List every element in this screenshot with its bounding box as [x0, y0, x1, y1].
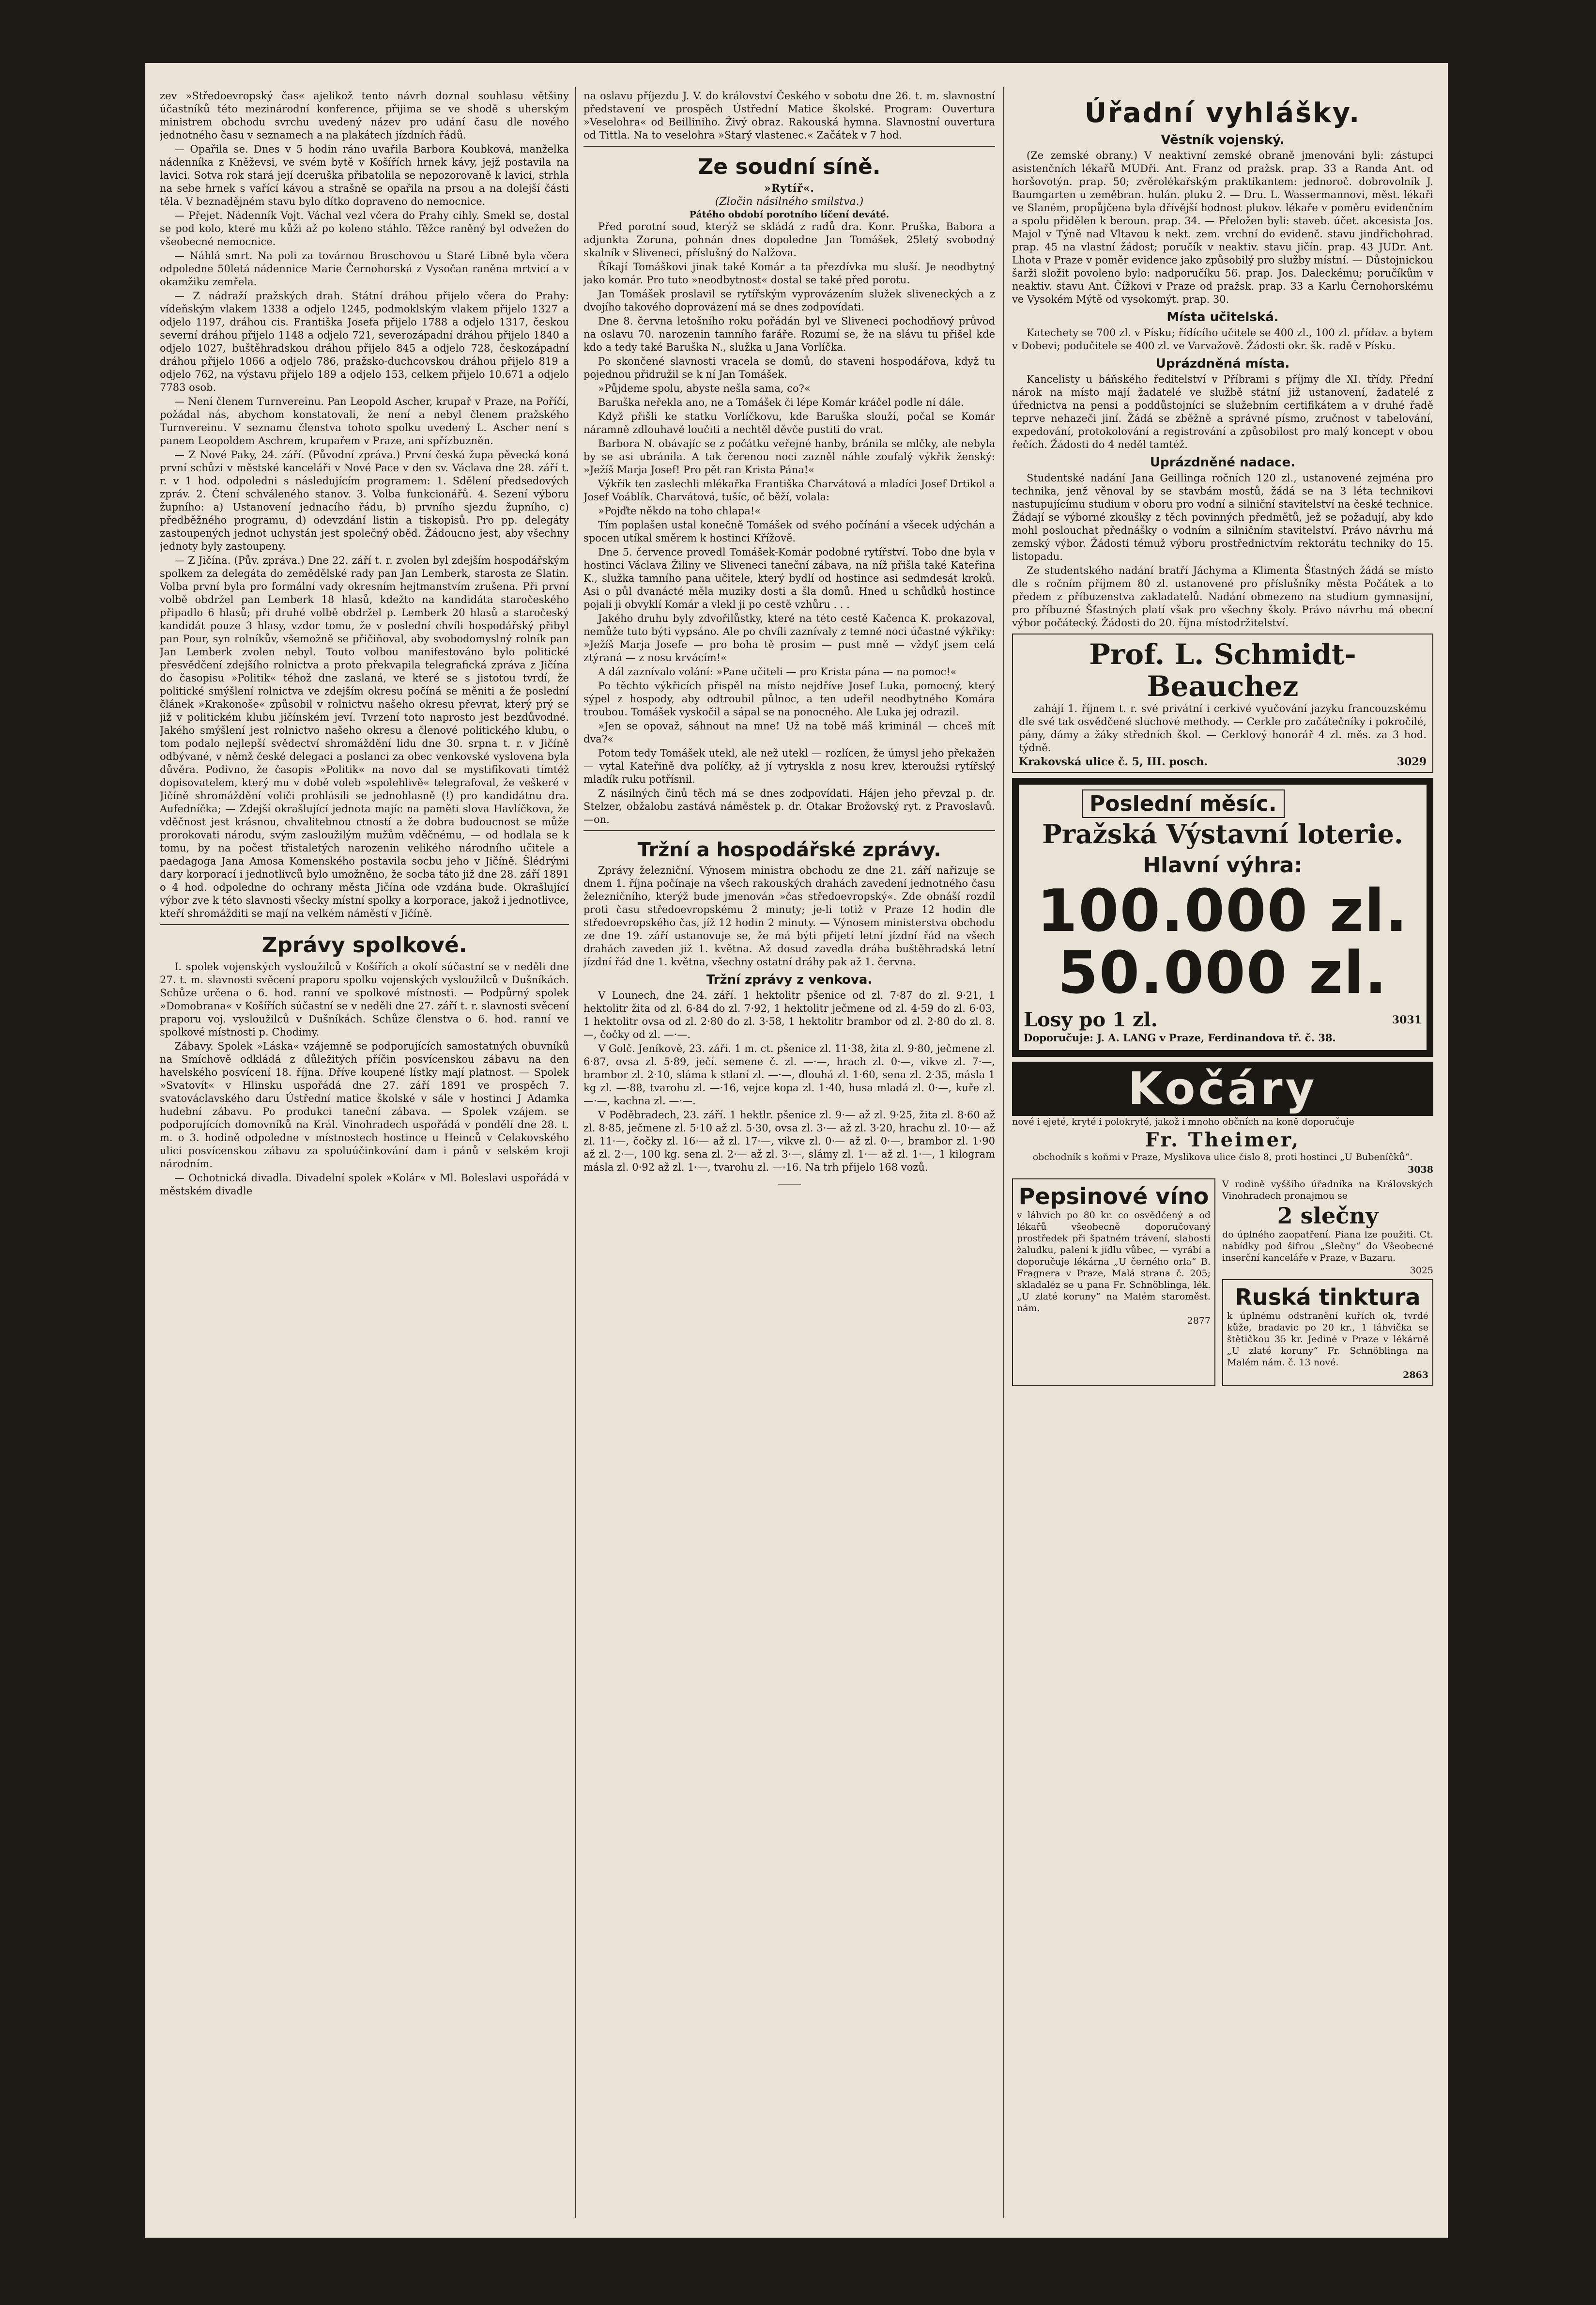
section-subheading: Uprázdněná místa.	[1155, 356, 1290, 371]
article-text: V Golč. Jeníkově, 23. září. 1 m. ct. pšenice zl. 11·38, žita zl. 9·80, ječmene zl. 6·87, ovsa zl. 5·89, ječí. semene č. zl. —·—, hrach zl. 0·—, vikve zl. 7·—, brambor zl. 2·10, sláma k stlaní zl. —·—, dlouhá zl. 1·60, sena zl. 2·35, másla 1 kg zl. —·88, tvarohu zl. —·16, vejce kopa zl. 1·40, husa mladá zl. 0·—, kuře zl. —·—, kachna zl. —·—.	[583, 1043, 995, 1107]
article-text: Zábavy. Spolek »Láska« vzájemně se podporujících samostatných obuvníků na Smíchově odkládá z důležitých příčin posvícenskou zábavu na den havelského posvícení 18. října. Dříve koupené lístky mají platnost. — Spolek »Svatovít« v Hlinsku uspořádá dne 27. září 1891 ve prospěch 7. svatováclavského daru Ústřední matice školské v sále v hostinci J Adamka hudební zábavu. Po produkci taneční zábava. — Spolek vzájem. se podporujících domovníků na Král. Vinohradech uspořádá v pondělí dne 28. t. m. o 3. hodině odpoledne v místnostech hostince u Heinců v Celakovského ulici posvícenskou zábavu za spoluúčinkování dam i pánů v selském kroji národním.	[160, 1040, 569, 1170]
ad-text: nové i ejeté, kryté i polokryté, jakož i mnoho občních na koně doporučuje	[1012, 1116, 1354, 1127]
ad-number: 2877	[1187, 1315, 1211, 1326]
article-text: Katechety se 700 zl. v Písku; řídícího učitele se 400 zl., 100 zl. přídav. a bytem v Dobevi; podučitele se 400 zl. ve Varvažově. Žádosti okr. šk. radě v Písku.	[1012, 327, 1433, 352]
article-text: V Poděbradech, 23. září. 1 hektlr. pšenice zl. 9·— až zl. 9·25, žita zl. 8·60 až zl. 8·85, ječmene zl. 5·10 až zl. 5·30, ovsa zl. 3·— až zl. 3·20, hrachu zl. 10·— až zl. 11·—, čočky zl. 16·— až zl. 17·—, vikve zl. 0·— až zl. 0·—, brambor zl. 1·90 až zl. 2·—, 100 kg. sena zl. 2·— až zl. 3·—, slámy zl. 1·— až zl. 1·—, 1 kilogram másla zl. 0·92 až zl. 1·—, tvarohu zl. —·16. Na trh přijelo 168 vozů.	[583, 1109, 995, 1173]
article-text: Barbora N. obávajíc se z počátku veřejné hanby, bránila se mlčky, ale nebyla by se asi ubránila. A tak čerenou noci zazněl náhle zoufalý výkřik ženský: »Ježíš Marja Josef! Pro pět ran Krista Pána!«	[583, 438, 995, 476]
article-text: Ze studentského nadání bratří Jáchyma a Klimenta Šťastných žádá se místo dle s ročním příjmem 80 zl. ustanovené pro příslušníky města Počátek a to předem z příbuzenstva zakladatelů. Nadání obmezeno na studium gymnasijní, pro příbuzné Šťastných platí však pro všechny školy. Právo návrhu má obecní výbor počátecký. Žádosti do 20. října místodržitelství.	[1012, 565, 1433, 629]
ad-amount: 50.000 zl.	[1058, 940, 1388, 1007]
ad-text: V rodině vyššího úřadníka na Královských Vinohradech pronajmou se	[1222, 1179, 1433, 1201]
article-text: — Přejet. Nádenník Vojt. Váchal vezl včera do Prahy cihly. Smekl se, dostal se pod kolo, které mu kůži až po koleno stáhlo. Těžce raněný byl odvežen do všeobecné nemocnice.	[160, 210, 569, 248]
advertisement-pepsin-wine	[1012, 1178, 1215, 1386]
article-text: — Není členem Turnvereinu. Pan Leopold Ascher, krupař v Praze, na Poříčí, požádal nás, abychom konstatovali, že není a nebyl členem pražského Turnvereinu. V seznamu členstva tohoto spolku uvedený L. Ascher není s panem Leopoldem Aschrem, krupařem v Praze, ani spřízbuzněn.	[160, 396, 569, 447]
advertisement-tincture	[1222, 1279, 1433, 1386]
article-text: Z násilných činů těch má se dnes zodpovídati. Hájen jeho převzal p. dr. Stelzer, obžalobu zastává náměstek p. dr. Otakar Brožovský ryt. z Pravoslavů. —on.	[583, 788, 995, 825]
article-text: »Jen se opovaž, sáhnout na mne! Už na tobě máš kriminál — chceš mít dva?«	[583, 720, 995, 745]
article-text: (Ze zemské obrany.) V neaktivní zemské obraně jmenováni byli: zástupci asistenčních lékařů MUDři. Ant. Franz od pražsk. prap. 33 a Randa Ant. od horšovotýn. prap. 50; zvěrolékařským praktikantem: jednoroč. dobrovolník J. Baumgarten u zeměbran. hulán. pluku 2. — Dru. L. Wassermannovi, měst. lékaři ve Slaném, propůjčena byla dřívější hodnost plukov. lékaře v poměru evidenčním a spolu přidělen k beroun. prap. 34. — Přeložen byli: staveb. účet. akcesista Jos. Majol v Týně nad Vltavou k nekt. zem. vrchní do evidenč. stavu jindřichohrad. prap. 45 na vlastní žádost; poručík v neaktiv. stavu jičín. prap. 43 JUDr. Ant. Lhota v Praze v poměr evidence jako způsobilý pro služby místní. — Důstojnickou šarži složit povoleno bylo: nadporučíku 56. prap. Jos. Daleckému; poručíkům v neaktiv. stavu Ant. Čížkovi v Praze od pražsk. prap. 33 a Karlu Černohorskému ve Vysokém Mýtě od vysokomýt. prap. 30.	[1012, 150, 1433, 305]
column-3	[1012, 90, 1433, 2218]
article-text: Dne 8. června letošního roku pořádán byl ve Sliveneci pochodňový průvod na oslavu 70. narozenin tamního faráře. Rozumí se, že na slávu tu přišel kde kdo a tedy také Baruška N., služka u Jana Vorlíčka.	[583, 315, 995, 353]
section-heading: Zprávy spolkové.	[261, 933, 467, 958]
ad-address: Krakovská ulice č. 5, III. posch.	[1019, 756, 1208, 768]
section-subheading: Uprázdněné nadace.	[1150, 455, 1296, 470]
article-text: Říkají Tomáškovi jinak také Komár a ta přezdívka mu sluší. Je neodbytný jako komár. Pro tuto »neodbytnost« dostal se také před porotu.	[583, 261, 995, 286]
article-text: — Z Nové Paky, 24. září. (Původní zpráva.) První česká župa pěvecká koná první schůzi v městské kanceláři v Nové Pace v den sv. Václava dne 28. září t. r. v 1 hod. odpoledni s následujícím programem: 1. Sdělení předsedových zpráv. 2. Čtení schváleného stanov. 3. Volba funkcionářů. 4. Sezení výboru župního: a) Ustanovení jednacího řádu, b) prvního sjezdu župního, c) předběžného programu, d) odevzdání listin a tiskopisů. Pro pp. delegáty zastoupených jednot uchystán jest společný oběd. Žádoucno jest, aby všechny jednoty byly zastoupeny.	[160, 449, 569, 552]
section-subheading: Tržní zprávy z venkova.	[706, 973, 873, 987]
ad-number: 3025	[1410, 1265, 1433, 1276]
ad-subtitle: Hlavní výhra:	[1143, 853, 1303, 878]
ad-text: v láhvích po 80 kr. co osvědčený a od lékařů všeobecně doporučovaný prostředek při špatném trávení, slabosti žaludku, palení k jídlu vůbec, — vyrábí a doporučuje lékárna „U černého orla“ B. Fragnera v Praze, Malá strana č. 205; skladaléz se u pana Fr. Schnöblinga, lék. „U zlaté koruny“ na Malém staroměst. nám.	[1017, 1210, 1211, 1314]
article-text: Jakého druhu byly zdvořilůstky, které na této cestě Kačenca K. prokazoval, nemůže tuto býti vypsáno. Ale po chvíli zaznívaly z temné noci účastné výkřiky: »Ježíš Marja Josefe — pro boha tě prosim — pust mně — vždyť jsem celá ztýraná — z nosu krvácím!«	[583, 613, 995, 664]
article-text: Jan Tomášek proslavil se rytířským vyprovázením služek sliveneckých a z dvojího takového doprovázení má se dnes zodpovídati.	[583, 288, 995, 313]
ad-number: 3031	[1392, 1013, 1422, 1026]
section-subheading: Místa učitelská.	[1166, 310, 1279, 325]
article-text: — Z Jičína. (Pův. zpráva.) Dne 22. září t. r. zvolen byl zdejším hospodářským spolkem za delegáta do zemědělské rady pan Jan Lemberk, starosta ze Slatin. Volba první byla pro formální vady okresním hejtmanstvím zrušena. Při první volbě obdržel pan Lemberk 18 hlasů, kdežto na kandidáta staročeského připadlo 6 hlasů; při druhé volbě obdržel p. Lemberk 20 hlasů a staročeský kandidát pouze 3 hlasy, vzdor tomu, že v poslední chvíli hospodářský přibyl pan Pour, syn rolníkův, všemožně se přičiňoval, aby svobodomyslný rolník pan Jan Lemberk zvolen nebyl. Touto volbou manifestováno bylo politické přesvědčení zdejšího rolnictva a proto překvapila telegrafická zpráva z Jičína do časopisu »Politik« téhož dne zaslaná, ve které se s jistotou tvrdí, že politické smýšlení rolnictva ve zdejším okresu počíná se měniti a že poslední článek »Krakonoše« způsobil v rolnictvu našeho okresu převrat, který prý se již v politickém klubu jičínském jeví. Tvrzení toto naprosto jest bezdůvodné. Jakého smýšlení jest rolnictvo našeho okresu a členové politického klubu, o tom podalo nejlepší svědectví shromáždění lidu dne 30. srpna t. r. v Jičíně odbývané, v němž české delegaci a poslanci za obec venkovské vyslovena byla důvěra. Podivno, že časopis »Politik« na novo dal se mystifikovati tímtéž dopisovatelem, který mu v době voleb »spolehlivě« telegrafoval, že veškeré v Jičíně shromáždění voliči prohlásili se jednohlasně (!) pro kandidátnu dra. Aufedníčka; — Zdejší okrašlující jednota majíc na paměti slova Havlíčkova, že vděčnost jest krásnou, chvalitebnou ctností a že dobra budoucnost se může prorokovati národu, svým zasloužilým mužům vděčnému, — od hodlala se k tomu, by na počest třistaletých narozenin velikého národního učitele a paedagoga Jana Amosa Komenského postavila socbu jeho v Jičíně. Šlédrými dary korporací i jednotlivců bylo umožněno, že socba táto již dne 28. září 1891 o 4 hod. odpoledne do ochrany města Jičína ode vzdána bude. Okrašlující výbor zve k této slavnosti všecky místní spolky a korporace, jakož i jednotlivce, kteří shromážditi se mají na velkém náměstí v Jičíně.	[160, 555, 569, 919]
advertisement-carriages	[1012, 1062, 1433, 1176]
column-rule	[1003, 87, 1004, 2218]
article-text: Zprávy železniční. Výnosem ministra obchodu ze dne 21. září nařizuje se dnem 1. října počínaje na všech rakouských drahách zavedení jednotného času železničního, kterýž bude jmenován »čas středoevropský«. Zde obnáší rozdíl proti času středoevropskému 2 minuty; je-li totiž v Praze 12 hodin dle středoevropského čas, jíž 12 hodin 2 minuty. — Výnosem ministerstva obchodu ze dne 19. září ustanovuje se, že má býti přijetí letní jízdní řád na všech drahách zaveden již 1. května. Až dosud zavedla dráha buštěhradská letní jízdní řád dne 1. května, všechny ostatní dráhy pak až 1. června.	[583, 865, 995, 968]
advertisement-french-lessons	[1012, 634, 1433, 773]
divider	[160, 924, 569, 925]
article-text: Baruška neřekla ano, ne a Tomášek či lépe Komár kráčel podle ní dále.	[598, 397, 964, 408]
article-title: »Rytíř«.	[764, 182, 814, 195]
ad-title: 2 slečny	[1277, 1203, 1379, 1229]
ad-number: 3038	[1408, 1164, 1433, 1175]
ad-text: do úplného zaopatření. Piana lze použiti. Ct. nabídky pod šifrou „Slečny“ do Všeobecné inserční kanceláře v Praze, v Bazaru.	[1222, 1229, 1433, 1263]
column-rule	[575, 87, 576, 2218]
ad-title: Kočáry	[1128, 1063, 1318, 1114]
section-subheading: Věstník vojenský.	[1161, 133, 1285, 147]
article-text: — Opařila se. Dnes v 5 hodin ráno uvařila Barbora Koubková, manželka nádenníka z Kněževsi, ve svém bytě v Košířích hrnek kávy, jejž postavila na lavici. Sotva rok stará její dceruška přibatolila se nepozorovaně k lavici, strhla na sebe hrnek s vařící kávou a strašně se opařila na prsou a na dolejší části těla. V beznadějném stavu bylo dítko dopraveno do nemocnice.	[160, 143, 569, 207]
ad-title: Ruská tinktura	[1235, 1284, 1421, 1310]
ad-address: obchodník s koňmi v Praze, Myslíkova ulice číslo 8, proti hostinci „U Bubeníčků“.	[1032, 1152, 1413, 1162]
article-text: »Pojďte někdo na toho chlapa!«	[598, 505, 761, 517]
ad-number: 3029	[1396, 756, 1427, 768]
section-heading: Ze soudní síně.	[698, 155, 881, 179]
article-text: I. spolek vojenských vysloužilců v Košířích a okolí súčastní se v neděli dne 27. t. m. slavnosti svěcení praporu spolku vojenských vysloužilců v Dušníkách. Schůze určena o 6. hod. ranní ve spolkové místnosti. — Podpůrný spolek »Domobrana« v Košířích súčastní se v neděli dne 27. září t. r. slavnosti svěcení praporu voj. vysloužilců v Dušníkách. Schůze členstva o 6. hod. ranní ve spolkové místnosti p. Chodimy.	[160, 961, 569, 1038]
article-text: Tím poplašen ustal konečně Tomášek od svého počínání a všecek udýchán a spocen utíkal směrem k hostinci Křížově.	[583, 519, 995, 544]
ad-row	[1012, 1178, 1433, 1386]
advertisement-lottery	[1012, 778, 1433, 1057]
article-text: zev »Středoevropský čas« ajelikož tento návrh doznal souhlasu většiny účastníků této mezinárodní konference, přijima se ve shodě s uherským ministrem obchodu svrchu uvedený název pro udání času dle nového jednotného času v seznamech a na plakátech jízdních řádů.	[160, 90, 569, 141]
article-text: Když přišli ke statku Vorlíčkovu, kde Baruška slouží, počal se Komár náramně zdlouhavě loučiti a nechtěl děvče pustiti do vrat.	[583, 411, 995, 435]
column-1	[160, 90, 569, 2218]
article-text: na oslavu příjezdu J. V. do království Českého v sobotu dne 26. t. m. slavnostní představení ve prospěch Ústřední Matice školské. Program: Ouvertura »Veselohra« od Beilliniho. Živý obraz. Rakouská hymna. Slavnostní ouvertura od Tittla. Na to veselohra »Starý vlastenec.« Začátek v 7 hod.	[583, 90, 995, 141]
article-text: Dne 5. července provedl Tomášek-Komár podobné rytířství. Tobo dne byla v hostinci Václava Žiliny ve Sliveneci taneční zábava, na níž přišla také Kateřina K., služka tamního pana učitele, který bydlí od hostince asi sedmdesát kroků. Asi o půl dvanácté měla muziky dosti a šla domů. Hned u schůdků hostince pojali ji obvyklí Komár a vlekl ji po cestě vzhůru . . .	[583, 546, 995, 610]
article-text: Výkřik ten zaslechli mlékařka Františka Charvátová a mladíci Josef Drtikol a Josef Voáblík. Charvátová, tušíc, oč běží, volala:	[583, 478, 995, 503]
ad-text: k úplnému odstranění kuřích ok, tvrdé kůže, bradavic po 20 kr., 1 láhvička se štětičkou 35 kr. Jediné v Praze v lékárně „U zlaté koruny“ Fr. Schnöblinga na Malém nám. č. 13 nové.	[1227, 1311, 1428, 1368]
ad-title: Prof. L. Schmidt-Beauchez	[1089, 638, 1356, 703]
article-text: Kancelisty u báňského ředitelství v Příbrami s příjmy dle XI. třídy. Přední nárok na místo mají žadatelé ve službě státní již ustanovení, žadatelé z úřednictva na pensi a poddůstojníci se služebním certifikátem a v druhé řadě teprve nehazeči jiní. Žádá se zběžně a správné písmo, zručnost v tabelování, expedování, protokolování a registrování a způsobilost pro malý koncept v obou řečích. Žádosti do 4 neděl tamtéž.	[1012, 373, 1433, 450]
ad-banner: Poslední měsíc.	[1082, 789, 1285, 818]
article-text: — Náhlá smrt. Na poli za továrnou Broschovou u Staré Libně byla včera odpoledne 50letá nádennice Marie Černohorská z Vysočan raněna mrtvicí a v okamžiku zemřela.	[160, 250, 569, 288]
article-subtitle: (Zločin násilného smilstva.)	[715, 196, 864, 208]
article-text: Po těchto výkřicích přispěl na místo nejdříve Josef Luka, pomocný, který sýpel z hospody, aby odtroubil půlnoc, a ten udeřil neodbytného Komára troubou. Tomášek vyskočil a sápal se na ponocného. Ale Luka jej odrazil.	[583, 680, 995, 718]
ad-title: Pepsinové víno	[1018, 1183, 1209, 1209]
ad-number: 2863	[1403, 1370, 1428, 1380]
ad-name: Fr. Theimer,	[1145, 1129, 1301, 1151]
end-mark: ―――	[778, 1179, 801, 1188]
article-text: V Lounech, dne 24. září. 1 hektolitr pšenice od zl. 7·87 do zl. 9·21, 1 hektolitr žita od zl. 6·84 do zl. 7·92, 1 hektolitr ječmene od zl. 4·59 do zl. 6·03, 1 hektolitr ovsa od zl. 2·80 do zl. 3·58, 1 hektolitr brambor od zl. 2·80 do zl. 8.—, čočky od zl. —·—.	[583, 990, 995, 1040]
ad-amount: 100.000 zl.	[1037, 878, 1409, 945]
article-text: A dál zaznívalo volání: »Pane učiteli — pro Krista pána — na pomoc!«	[598, 666, 957, 678]
article-text: »Půjdeme spolu, abyste nešla sama, co?«	[598, 383, 811, 394]
article-text: — Z nádraží pražských drah. Státní dráhou přijelo včera do Prahy: vídeňským vlakem 1338 a odjelo 1245, podmoklským vlakem přijelo 1327 a odjelo 1197, dráhou cis. Františka Josefa přijelo 1788 a odjelo 1317, českou severní dráhou přijelo 1148 a odjelo 721, severozápadní dráhou přijelo 1840 a odjelo 1027, buštěhradskou dráhou přijelo 845 a odjelo 728, českozápadní dráhou přijelo 1066 a odjelo 786, pražsko-duchcovskou dráhou přijelo 819 a odjelo 762, na výstavu přijelo 189 a odjelo 153, celkem přijelo 10.671 a odjelo 7783 osob.	[160, 290, 569, 393]
article-text: Po skončené slavnosti vracela se domů, do staveni hospodářova, když tu pojednou přidružil se k ní Jan Tomášek.	[583, 356, 995, 380]
article-subtitle: Pátého období porotního líčení deváté.	[689, 209, 890, 220]
column-2	[583, 90, 995, 2218]
ad-text: Doporučuje: J. A. LANG v Praze, Ferdinandova tř. č. 38.	[1024, 1032, 1336, 1044]
article-text: — Ochotnická divadla. Divadelní spolek »Kolár« v Ml. Boleslavi uspořádá v městském divadle	[160, 1172, 569, 1197]
advertisement-room	[1222, 1178, 1433, 1276]
ad-text: zahájí 1. říjnem t. r. své privátní i cerkivé vyučování jazyku francouzskému dle své tak osvědčené sluchové methody. — Cerkle pro začátečníky i pokročilé, pány, dámy a žáky středních škol. — Cerklový honorář 4 zl. měs. za 3 hod. týdně.	[1019, 703, 1427, 754]
newspaper-page	[145, 63, 1448, 2238]
ad-price: Losy po 1 zl.	[1024, 1008, 1158, 1031]
section-heading: Tržní a hospodářské zprávy.	[637, 839, 941, 861]
divider	[583, 830, 995, 831]
article-text: Před porotní soud, kterýž se skládá z radů dra. Konr. Pruška, Babora a adjunkta Zoruna, pohnán dnes dopoledne Jan Tomášek, 25letý svobodný skalník v Sliveneci, příslušný do Nalžova.	[583, 221, 995, 259]
ad-title: Pražská Výstavní loterie.	[1042, 819, 1403, 850]
article-text: Potom tedy Tomášek utekl, ale než utekl — rozlícen, že úmysl jeho překažen — vytal Kateřině dva políčky, až jí vytryskla z nosu krev, kteroužsi rytířský mladík ruku potřísnil.	[583, 747, 995, 785]
article-text: Studentské nadání Jana Geillinga ročních 120 zl., ustanovené zejména pro technika, jenž věnoval by se stavbám mostů, žádá se na 3 léta technikovi nastupujícímu studium v oboru pro vodní a silniční stavitelství na české technice. Žádají se výborné zkoušky z těch povinných předmětů, jež se požadují, aby kdo mohl poslouchat přednášky o vodním a silničním stavitelství. Právo návrhu má zemský výbor. Žádosti témuž výboru prostřednictvím rektorátu techniky do 15. listopadu.	[1012, 472, 1433, 562]
section-heading: Úřadní vyhlášky.	[1084, 97, 1361, 129]
divider	[583, 146, 995, 147]
